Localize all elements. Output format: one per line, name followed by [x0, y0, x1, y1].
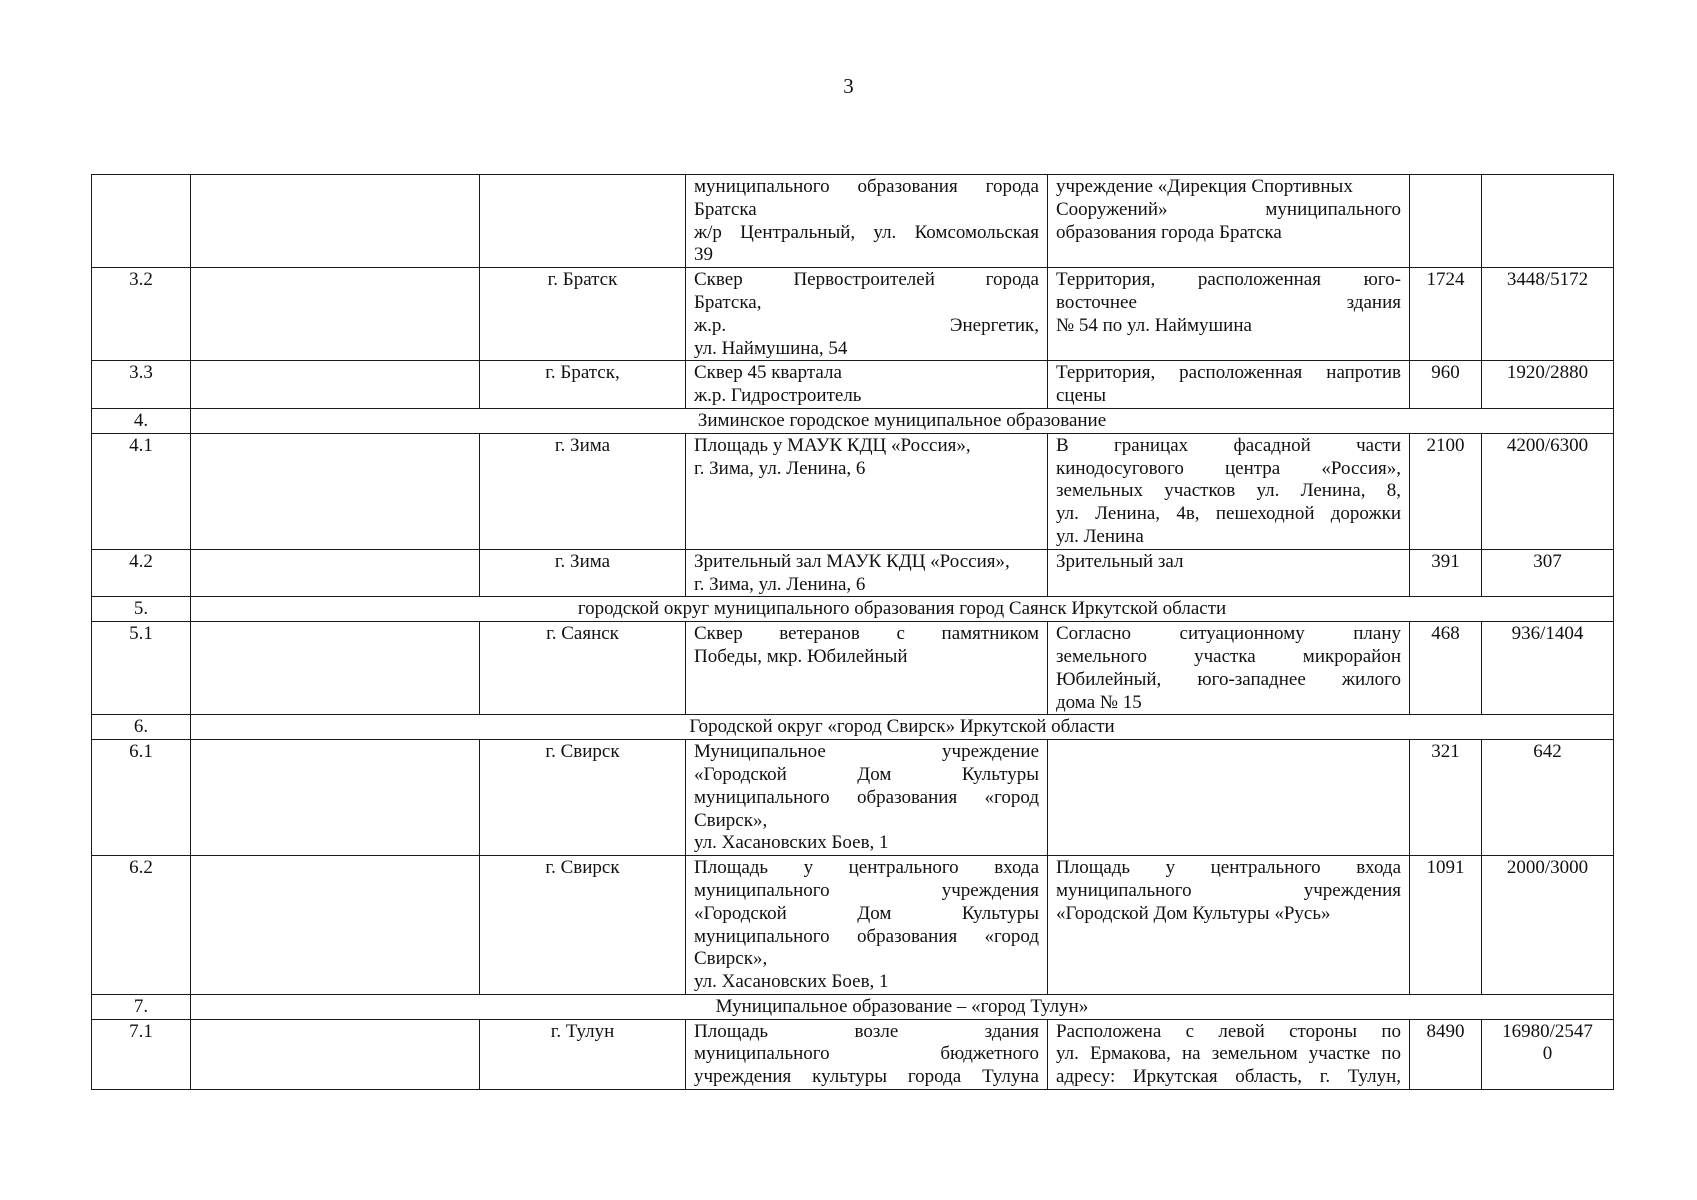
description-cell-line: кинодосугового центра «Россия»,: [1056, 457, 1401, 479]
blank-cell: [191, 740, 480, 856]
description-cell-line: Сооружений» муниципального: [1056, 198, 1401, 220]
description-cell-line: Площадь у центрального входа: [1056, 857, 1401, 879]
place-cell-line: г. Зима, ул. Ленина, 6: [694, 573, 866, 595]
area-cell: 391: [1410, 549, 1482, 597]
description-cell-line: Территория, расположенная напротив: [1056, 362, 1401, 384]
place-cell-line: учреждения культуры города Тулуна: [694, 1066, 1039, 1088]
description-cell: [1048, 433, 1410, 549]
place-cell-line: ж/р Центральный, ул. Комсомольская: [694, 221, 1039, 243]
row-number: 7.1: [92, 1019, 191, 1089]
place-cell: [686, 433, 1048, 549]
description-cell-line: Юбилейный, юго-западнее жилого: [1056, 668, 1401, 690]
description-cell: [1048, 549, 1410, 597]
description-cell-line: «Городской Дом Культуры «Русь»: [1056, 902, 1331, 924]
capacity-cell: [1482, 1019, 1614, 1089]
blank-cell: [191, 549, 480, 597]
place-cell-line: муниципального образования «город: [694, 925, 1039, 947]
section-row: [92, 597, 1614, 622]
city-cell: г. Зима: [480, 433, 686, 549]
place-cell-line: Площадь у МАУК КДЦ «Россия»,: [694, 434, 971, 456]
page-number: 3: [843, 74, 854, 98]
description-cell-line: ул. Ермакова, на земельном участке по: [1056, 1043, 1401, 1065]
blank-cell: [191, 622, 480, 715]
place-cell-line: ул. Хасановских Боев, 1: [694, 832, 889, 854]
section-number: 4.: [92, 408, 191, 433]
city-cell: г. Саянск: [480, 622, 686, 715]
place-cell-line: Сквер ветеранов с памятником: [694, 623, 1039, 645]
section-title: Городской округ «город Свирск» Иркутской области: [191, 715, 1614, 740]
section-number: 5.: [92, 597, 191, 622]
capacity-cell: 2000/3000: [1482, 856, 1614, 995]
section-title: городской округ муниципального образования город Саянск Иркутской области: [191, 597, 1614, 622]
place-cell-line: ж.р. Энергетик,: [694, 314, 1039, 336]
description-cell-line: восточнее здания: [1056, 291, 1401, 313]
description-cell-line: Зрительный зал: [1056, 550, 1184, 572]
description-cell-line: № 54 по ул. Наймушина: [1056, 314, 1252, 336]
table-row: [92, 433, 1614, 549]
place-cell-line: Зрительный зал МАУК КДЦ «Россия»,: [694, 550, 1010, 572]
area-cell: 8490: [1410, 1019, 1482, 1089]
place-cell-line: Сквер Первостроителей города: [694, 269, 1039, 291]
description-cell-line: В границах фасадной части: [1056, 434, 1401, 456]
area-cell: 1091: [1410, 856, 1482, 995]
place-cell-line: ул. Хасановских Боев, 1: [694, 971, 889, 993]
description-cell: [1048, 1019, 1410, 1089]
place-cell: [686, 1019, 1048, 1089]
section-title: Муниципальное образование – «город Тулун»: [191, 994, 1614, 1019]
city-cell: г. Тулун: [480, 1019, 686, 1089]
capacity-cell: 3448/5172: [1482, 268, 1614, 361]
table-row: [92, 1019, 1614, 1089]
row-number: 4.1: [92, 433, 191, 549]
description-cell-line: муниципального учреждения: [1056, 879, 1401, 901]
section-row: [92, 408, 1614, 433]
blank-cell: [191, 175, 480, 268]
description-cell: [1048, 361, 1410, 409]
place-cell: [686, 740, 1048, 856]
description-cell-line: Территория, расположенная юго-: [1056, 269, 1401, 291]
description-cell: [1048, 856, 1410, 995]
place-cell-line: г. Зима, ул. Ленина, 6: [694, 457, 866, 479]
place-cell-line: муниципального бюджетного: [694, 1043, 1039, 1065]
table-row: [92, 268, 1614, 361]
description-cell-line: дома № 15: [1056, 691, 1142, 713]
area-cell: 2100: [1410, 433, 1482, 549]
table-row: [92, 740, 1614, 856]
place-cell-line: ж.р. Гидростроитель: [694, 385, 862, 407]
city-cell: г. Зима: [480, 549, 686, 597]
table-row: [92, 361, 1614, 409]
place-cell-line: Площадь возле здания: [694, 1020, 1039, 1042]
city-cell: [480, 175, 686, 268]
capacity-cell: 936/1404: [1482, 622, 1614, 715]
capacity-cell: 4200/6300: [1482, 433, 1614, 549]
row-number: 3.3: [92, 361, 191, 409]
place-cell-line: «Городской Дом Культуры: [694, 902, 1039, 924]
description-cell-line: ул. Ленина, 4в, пешеходной дорожки: [1056, 503, 1401, 525]
description-cell: [1048, 740, 1410, 856]
row-number: 6.1: [92, 740, 191, 856]
place-cell: [686, 361, 1048, 409]
row-number: 5.1: [92, 622, 191, 715]
blank-cell: [191, 433, 480, 549]
area-cell: 468: [1410, 622, 1482, 715]
capacity-line: 16980/2547: [1502, 1020, 1593, 1042]
description-cell-line: земельных участков ул. Ленина, 8,: [1056, 480, 1401, 502]
place-cell-line: 39: [694, 244, 713, 266]
place-cell-line: Свирск»,: [694, 948, 768, 970]
area-cell: [1410, 175, 1482, 268]
description-cell: [1048, 175, 1410, 268]
place-cell: [686, 268, 1048, 361]
city-cell: г. Свирск: [480, 740, 686, 856]
place-cell: [686, 175, 1048, 268]
section-row: [92, 715, 1614, 740]
city-cell: г. Братск: [480, 268, 686, 361]
section-row: [92, 994, 1614, 1019]
place-cell-line: Площадь у центрального входа: [694, 857, 1039, 879]
description-cell-line: адресу: Иркутская область, г. Тулун,: [1056, 1066, 1401, 1088]
capacity-line: 0: [1542, 1043, 1553, 1065]
place-cell-line: Сквер 45 квартала: [694, 362, 842, 384]
table-row: [92, 856, 1614, 995]
blank-cell: [191, 361, 480, 409]
city-cell: г. Свирск: [480, 856, 686, 995]
table-row: [92, 175, 1614, 268]
place-cell: [686, 622, 1048, 715]
table-row: [92, 622, 1614, 715]
place-cell-line: Муниципальное учреждение: [694, 741, 1039, 763]
section-number: 7.: [92, 994, 191, 1019]
table-row: [92, 549, 1614, 597]
section-number: 6.: [92, 715, 191, 740]
place-cell-line: муниципального образования города: [694, 176, 1039, 197]
row-number: 3.2: [92, 268, 191, 361]
place-cell-line: Победы, мкр. Юбилейный: [694, 645, 908, 667]
blank-cell: [191, 1019, 480, 1089]
capacity-cell: 642: [1482, 740, 1614, 856]
blank-cell: [191, 856, 480, 995]
area-cell: 321: [1410, 740, 1482, 856]
blank-cell: [191, 268, 480, 361]
place-cell-line: Свирск»,: [694, 809, 768, 831]
description-cell-line: Согласно ситуационному плану: [1056, 623, 1401, 645]
place-cell-line: муниципального учреждения: [694, 879, 1039, 901]
venues-table: [91, 174, 1614, 1090]
description-cell-line: земельного участка микрорайон: [1056, 645, 1401, 667]
row-number: 4.2: [92, 549, 191, 597]
place-cell-line: Братска,: [694, 291, 762, 313]
description-cell-line: образования города Братска: [1056, 221, 1282, 243]
row-number: [92, 175, 191, 268]
place-cell: [686, 549, 1048, 597]
description-cell: [1048, 268, 1410, 361]
place-cell-line: ул. Наймушина, 54: [694, 337, 848, 359]
area-cell: 960: [1410, 361, 1482, 409]
description-cell-line: учреждение «Дирекция Спортивных: [1056, 176, 1353, 197]
description-cell: [1048, 622, 1410, 715]
description-cell-line: сцены: [1056, 385, 1106, 407]
area-cell: 1724: [1410, 268, 1482, 361]
row-number: 6.2: [92, 856, 191, 995]
place-cell-line: муниципального образования «город: [694, 786, 1039, 808]
city-cell: г. Братск,: [480, 361, 686, 409]
place-cell-line: Братска: [694, 198, 757, 220]
capacity-cell: [1482, 175, 1614, 268]
description-cell-line: ул. Ленина: [1056, 525, 1144, 547]
capacity-cell: 307: [1482, 549, 1614, 597]
section-title: Зиминское городское муниципальное образование: [191, 408, 1614, 433]
capacity-cell: 1920/2880: [1482, 361, 1614, 409]
place-cell-line: «Городской Дом Культуры: [694, 763, 1039, 785]
description-cell-line: Расположена с левой стороны по: [1056, 1020, 1401, 1042]
place-cell: [686, 856, 1048, 995]
